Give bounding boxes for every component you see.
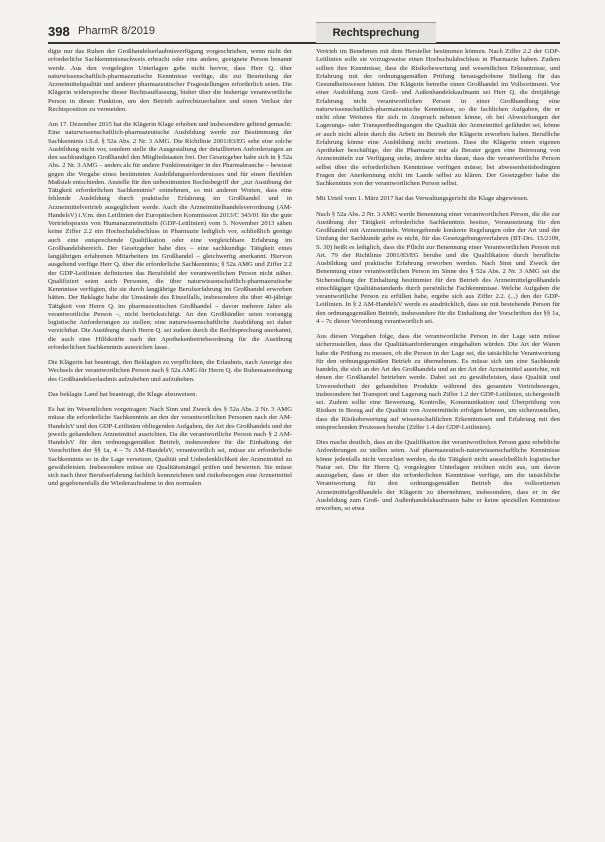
page-number: 398 — [48, 24, 70, 39]
paragraph: Am 17. Dezember 2015 hat die Klägerin Klage erhoben und insbesondere geltend gemacht: Eine naturwissenschaftlich-pharmazeutische Ausbildung werde zur Bestimmung der Sachkenntnis i.S.d. § 52a Abs. 2 Nr. 3 AMG. Die Richtlinie 2001/83/EG sehe eine solche Ausbildung nicht vor, sondern stelle die Ausgestaltung der detaillierten Anforderungen an den sachkundigen Großhandel den Mitgliedstaaten frei. Der Gesetzgeber habe sich in § 52a Abs. 2 Nr. 3 AMG – anders als für andere Funktionsträger in der Pharmabranche – bewusst gegen die Vorgabe eines bestimmten Ausbildungserfordernisses und für einen flexiblen Maßstab entschieden. Anstelle für den unbestimmten Rechtsbegriff der „zur Ausübung der Tätigkeit erforderlichen Sachkenntnis“ entnehmen, so mit anderen Worten, dass eine fehlende Ausbildung durch praktische Erfahrung im Großhandel und in Arzneimittelvertrieb ausgeglichen werde. Auch die Arzneimittelhandelsverordnung (AM-HandelsV) i.V.m. den Leitlinien der Europäischen Kommission 2013/C 343/01 für die gute Vertriebspraxis von Humanarzneimitteln (GDP-Leitlinien) vom 5. November 2013 sähen keine Ziffer 2.2 ein Hochschulabschluss in Pharmazie lediglich vor, schließlich genüge auch eine entsprechende Qualifikation oder eine vergleichbare Erfahrung im Großhandelsbereich. Der Gesetzgeber habe dies – eine sachkundige Tätigkeit eines langjährigen erfahrenen Mitarbeiters im Großhandel – gleichwertig anerkannt. Hiervon ausgehend verfüge Herr Q. über die erforderliche Sachkenntnis; § 52a AMG und Ziffer 2.2 der GDP-Leitlinien definierten das Berufsbild der verantwortlichen Person nicht näher. Qualifiziert seien auch Personen, die über naturwissenschaftlich-pharmazeutische Kenntnisse verfügten, die sie durch langjährige Berufserfahrung im Großhandel erworben hätten. Der Beklagte habe die Umstände des Einzelfalls, insbesondere die über 40-jährige Tätigkeit von Herrn Q. im pharmazeutischen Großhandel – davon mehrere Jahre als verantwortliche Person –, nicht berücksichtigt. An den Großhändler seien vorrangig logistische Anforderungen zu stellen; eine naturwissenschaftliche Ausbildung sei daher verzichtbar. Die Ausübung durch Herrn Q. sei zudem durch die Rechtsprechung anerkannt, die auch eine Hilfskräfte nach der Apothekenbetriebsordnung für die Ausübung erforderlichen Sachkenntnis ausreichen lasse. — [48, 121, 292, 351]
paragraph: digte nur das Ruhen der Großhandelserlaubnisverfügung vorgeschrieben, wenn nicht der erforderliche Sachkenntnisnachweis erbracht oder eine andere, geeignete Person benannt werde. Aus den vorgelegten Unterlagen gehe nicht hervor, dass Herr Q. über naturwissenschaftlich-pharmazeutische Kenntnisse verfüge, die zur Beurteilung der Arzneimittelqualität und anderer pharmazeutischer Fragestellungen erforderlich seien. Die Klägerin widerspreche dieser Rechtsauffassung, bisher über die bisherige verantwortliche Person in dieser Funktion, um den Betrieb aufrechtzuerhalten und einen Verlust der Rechtsposition zu vermeiden. — [48, 48, 292, 113]
right-column — [316, 48, 560, 828]
paragraph: Nach § 52a Abs. 2 Nr. 3 AMG werde Benennung einer verantwortlichen Person, die die zur Ausübung der Tätigkeit erforderliche Sachkenntnis besitze, Voraussetzung für den Großhandel mit Arzneimitteln. Weitergehende konkrete Regelungen oder der Art und der Umfang der Sachkunde gebe es nicht, für das Gesetzgebungsverfahren (BT-Drs. 15/2109, S. 30) heißt es lediglich, dass die Pflicht zur Benennung einer Verantwortlichen Person mit Art. 79 der Richtlinie 2001/83/EG beruhe und die Qualifikation durch berufliche Ausbildung und praktische Erfahrung erworben werden. Nach Sinn und Zweck der Benennung einer verantwortlichen Person im Sinne des § 52a Abs. 2 Nr. 3 AMG sei die Sicherstellung der Einhaltung bestimmter für den Betrieb des Arzneimittelgroßhandels einschlägiger Qualitätsstandards durch persönliche Fachkenntnisse. Welche Aufgaben die verantwortliche Person zu erfüllen habe, ergebe sich aus Ziffer 2.2. (...) den der GDP-Leitlinien. In § 2 AM-HandelsV werde es ausdrücklich, dass sie mit bestehende Person für den ordnungsgemäßen Betrieb, insbesondere für die Einhaltung der Vorschriften der §§ 1a, 4 – 7c dieser Verordnung verantwortlich sei. — [316, 210, 560, 325]
paragraph: Es hat im Wesentlichen vorgetragen: Nach Sinn und Zweck des § 52a Abs. 2 Nr. 3 AMG müsse die erforderliche Sachkenntnis an den der verantwortlichen Personen nach der AM-HandelsV und den GDP-Leitlinien obliegenden Aufgaben, der Art des Großhandels und der jeweils gehandelten Arzneimittel ausrichten. Da die verantwortliche Person nach § 2 AM-HandelsV für den ordnungsgemäßen Betrieb, insbesondere für die Einhaltung der Vorschriften der §§ 1a, 4 – 7c AM-HandelsV, verantwortlich sei, müsse sie erforderliche Sachkenntnis so in die Lage versetzen, Qualität und Unbedenklichkeit der Arzneimittel zu gewährleisten. Insbesondere müsse sie Qualitätsmängel prüfen und bewerten. Sie müsse sich nach ihrer Berufserfahrung fachlich kennzeichnen und risikobezogen eine Arzneimittel und gegebenenfalls die Wiederaufnahme in den normalen — [48, 406, 292, 488]
paragraph: Mit Urteil vom 1. März 2017 hat das Verwaltungsgericht die Klage abgewiesen. — [316, 195, 529, 203]
paragraph: Aus diesen Vorgaben folge, dass die verantwortliche Person in der Lage sein müsse sicherzustellen, dass die Qualitätsanforderungen eingehalten würden. Die Art der Waren habe die Prüfung zu messen, ob die Person in der Lage sei, die tatsächliche Verantwortung für den ordnungsgemäßen Betrieb zu übernehmen. Es müsse sich um eine Sachkunde handeln, die sich an der Art des Großhandels und an der Art der Arzneimittel ausrichte, mit denen der Großhandel betrieben werde. Dabei sei zu gewährleisten, dass Qualität und Unversehrtheit der gehandelten Produkte während des gesamten Vertriebsweges, insbesondere bei Transport und Lagerung nach Ziffer 1.2 der GDP-Leitlinien, sichergestellt sei. Zudem sollte eine Bewertung, Kontrolle, Kommunikation und Überprüfung von Risiken in Bezug auf die Qualität von Arzneimitteln erfolgen können, um sicherzustellen, dass die Risikobewertung auf wissenschaftlichen Erkenntnissen und Erfahrung mit den entsprechenden Prozessen beruhe (Ziffer 1.4 der GDP-Leitlinien). — [316, 333, 560, 431]
paragraph: Das beklagte Land hat beantragt, die Klage abzuweisen. — [48, 390, 198, 398]
paragraph: Dies mache deutlich, dass an die Qualifikation der verantwortlichen Person ganz erhebliche Anforderungen zu stellen seien. Auf pharmazeutisch-naturwissenschaftliche Kenntnisse könne jedenfalls nicht verzichtet werden, da die Tätigkeit nicht ausschließlich logistischer Natur sei. Die für Herrn Q. vorgelegten Unterlagen reichten nicht aus, um davon auszugehen, dass er über die erforderlichen Kenntnisse verfüge, um die tatsächliche Verantwortung für den ordnungsgemäßen Betrieb des vollsortierten Arzneimittelgroßhandels der Klägerin zu übernehmen, insbesondere, dass er in der Ausbildung zum Groß- und Außenhandelskaufmann habe er keine speziellen Kenntnisse erworben, so etwa — [316, 439, 560, 512]
journal-name: PharmR 8/2019 — [78, 25, 156, 37]
paragraph: Die Klägerin hat beantragt, den Beklagten zu verpflichten, die Erlaubnis, nach Anzeige des Wechsels der verantwortlichen Person nach § 52a AMG für Herrn Q. die Ruhensanordnung des Großhandelserlaubnis aufzuheben und aufzuheben. — [48, 359, 292, 383]
section-title: Rechtsprechung — [316, 22, 436, 43]
paragraph: Vertrieb im Benehmen mit dem Hersteller bestimmen können. Nach Ziffer 2.2 der GDP-Leitlinien solle sie vorzugsweise einen Hochschulabschluss in Pharmazie haben. Zudem sollten ihre Kenntnisse, dass die Risikobewertung und wesentlichen Erkenntnisse, und Erfahrung mit der ordnungsgemäßen Prüfung herausgehobene Stellung für das Gesundheitswesen hätten. Die Klägerin betreibe einen Großhandel im Vollsortiment. Vor einer Ausbildung zum Groß- und Außenhandelskaufmann sei Herr Q. die dreijährige Erfahrung nicht verantwortlichen Person in einer Großhandlung eine naturwissenschaftlich-pharmazeutische Kenntnisse, so die fachlichen Aufgaben, die er nicht ohne Weiteres für sich in Anspruch nehmen könne, ob bei Abweichungen der Lagerungs- oder Transportbedingungen die Qualität der Arzneimittel gefährdet sei, könne er auch nicht allein durch die Arbeit im Betrieb der Klägerin erworben haben. Berufliche Erfahrung könne eine Ausbildung nicht ersetzen. Dass die Klägerin einen eigenen Apotheker beschäftige, der die Pharmazie nur als Berater gegen eine Betreuung von Arzneimitteln zur Verfügung stehe, ändere nichts daran, dass die verantwortliche Person selbst über die erforderlichen Kenntnisse verfügen müsse; bei abwesenheitsbedingten Fragen der Anerkennung nicht im Lande selbst zu klären. Der Gesetzgeber habe die Sachkenntnis von der verantwortlichen Person selbst. — [316, 48, 560, 187]
left-column — [48, 48, 292, 828]
page-header — [48, 22, 560, 44]
